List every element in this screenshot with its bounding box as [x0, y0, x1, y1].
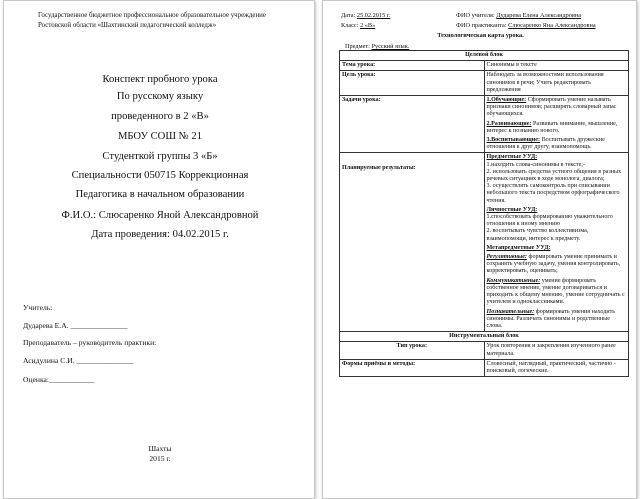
personal-uud-heading: Личностные УУД: [486, 206, 538, 213]
title-line-2: По русскому языку [116, 91, 204, 102]
teacher-name: Дударева Е.А. _______________ [23, 321, 128, 330]
title-line-8: Ф.И.О.: Слюсаренко Яной Александровной [61, 210, 259, 221]
subject-uud-1: 1.находить слова-синонимы в тексте;- [486, 161, 586, 168]
title-line-3: проведенного в 2 «В» [111, 111, 209, 122]
student-value: Слюсаренко Яна Александровна [508, 22, 596, 29]
topic-value: Синонимы в тексте [484, 61, 629, 71]
grade-label: Оценка:____________ [23, 375, 95, 384]
lesson-type-label: Тип урока: [340, 342, 485, 359]
subject-value: Русский язык. [371, 43, 410, 50]
subject-uud-2: 2. использовать средства устного общения в разных речевых ситуациях в ходе монолога, диалога; [486, 168, 622, 183]
teacher-label: Учитель: [23, 303, 53, 312]
results-label: Планируемые результаты: [340, 153, 485, 332]
personal-uud-2: 2. воспитывать чувство коллективизма, взаимопомощи, интерес к предмету. [486, 228, 589, 242]
title-line-9: Дата проведения: 04.02.2015 г. [91, 229, 229, 240]
task-1-heading: 1.Обучающие: [486, 97, 527, 104]
cognitive-text: формировать умения находить синонимы. Различать синонимы и родственные слова. [486, 308, 616, 329]
task-3-heading: 3.Воспитывающие: [486, 137, 541, 144]
task-1-text: Сформировать умение называть признаки синонимов; расширять словарный запас обучающихся. [486, 97, 617, 118]
results-cell [484, 153, 629, 332]
target-block-header: Целевой блок [340, 51, 629, 61]
task-3-text: Воспитывать дружеские отношения к друг другу, взаимопомощь. [486, 137, 605, 151]
methods-label: Формы приёмы и методы: [340, 359, 485, 376]
task-2-heading: 2.Развивающие: [486, 120, 532, 127]
student-line [456, 22, 596, 30]
lesson-map-table [339, 50, 629, 377]
tasks-label: Задачи урока: [340, 96, 485, 153]
class-value: 2 «В» [360, 22, 376, 29]
class-line [341, 22, 375, 30]
date-value: 25.02.2015 г. [356, 12, 391, 19]
personal-uud-1: 1.способствовать формированию уважительного отношения к иному мнению [486, 214, 613, 228]
lesson-map-page [322, 0, 637, 499]
goal-label: Цель урока: [340, 71, 485, 96]
teacher-line [456, 12, 581, 20]
title-page [3, 0, 315, 499]
date-label: Дата: [341, 12, 356, 19]
cognitive-heading: Познавательные: [486, 308, 535, 315]
card-title: Технологическая карта урока. [437, 32, 524, 39]
regulatory-text: формировать умение принимать и сохранять учебную задачу, умения контролировать, корректировать, оценивать; [486, 254, 621, 275]
institution-line-2: Ростовской области «Шахтинский педагогический колледж» [38, 22, 217, 29]
instrument-block-header: Инструментальный блок [340, 332, 629, 342]
title-line-7: Педагогика в начальном образовании [75, 189, 245, 200]
subject-label: Предмет: [345, 43, 370, 50]
table-row [340, 359, 629, 376]
table-row [340, 96, 629, 153]
table-row [340, 51, 629, 61]
table-row [340, 342, 629, 359]
lesson-type-value: Урок повторения и закрепления изученного ранее материала. [484, 342, 629, 359]
task-2-text: Развивать внимание, мышление, интерес к познанию нового. [486, 120, 618, 134]
table-row [340, 153, 629, 332]
methods-value: Словесный, наглядный, практический, частично - поисковый, логические. [484, 359, 629, 376]
topic-label: Тема урока: [340, 61, 485, 71]
communicative-text: умение формировать собственное мнение, умение договариваться и приходить к общему мнению, умение сотрудничать с учителем и одноклассниками. [486, 277, 625, 306]
class-label: Класс: [341, 22, 359, 29]
title-line-6: Специальности 050715 Коррекционная [71, 170, 249, 181]
table-row [340, 61, 629, 71]
year: 2015 г. [149, 454, 171, 463]
lecturer-label: Преподаватель – руководитель практики: [23, 338, 157, 347]
title-line-4: МБОУ СОШ № 21 [117, 131, 203, 142]
institution-line-1: Государственное бюджетное профессиональное образовательное учреждение [38, 12, 266, 19]
communicative-heading: Коммуникативные: [486, 277, 541, 284]
student-label: ФИО практиканта: [456, 22, 507, 29]
city: Шахты [148, 444, 172, 453]
subject-uud-3: 3. осуществлять самоконтроль при списывании небольшого текста посредством орфографического чтения. [486, 183, 620, 204]
title-line-1: Конспект пробного урока [102, 74, 218, 85]
regulatory-heading: Регулятивные: [486, 254, 527, 261]
lecturer-name: Асидулина С.И. _______________ [23, 356, 134, 365]
table-row [340, 332, 629, 342]
meta-uud-heading: Метапредметные УУД: [486, 244, 551, 251]
goal-value: Наблюдать за возможностями использования синонимов в речи; Учить редактировать предложения [484, 71, 629, 96]
teacher-label: ФИО учителя: [456, 12, 495, 19]
subject-uud-heading: Предметные УУД: [486, 154, 538, 161]
tasks-cell [484, 96, 629, 153]
table-row [340, 71, 629, 96]
title-line-5: Студенткой группы 3 «Б» [102, 151, 218, 162]
date-line [341, 12, 390, 20]
teacher-value: Дударева Елена Александровна [496, 12, 582, 19]
